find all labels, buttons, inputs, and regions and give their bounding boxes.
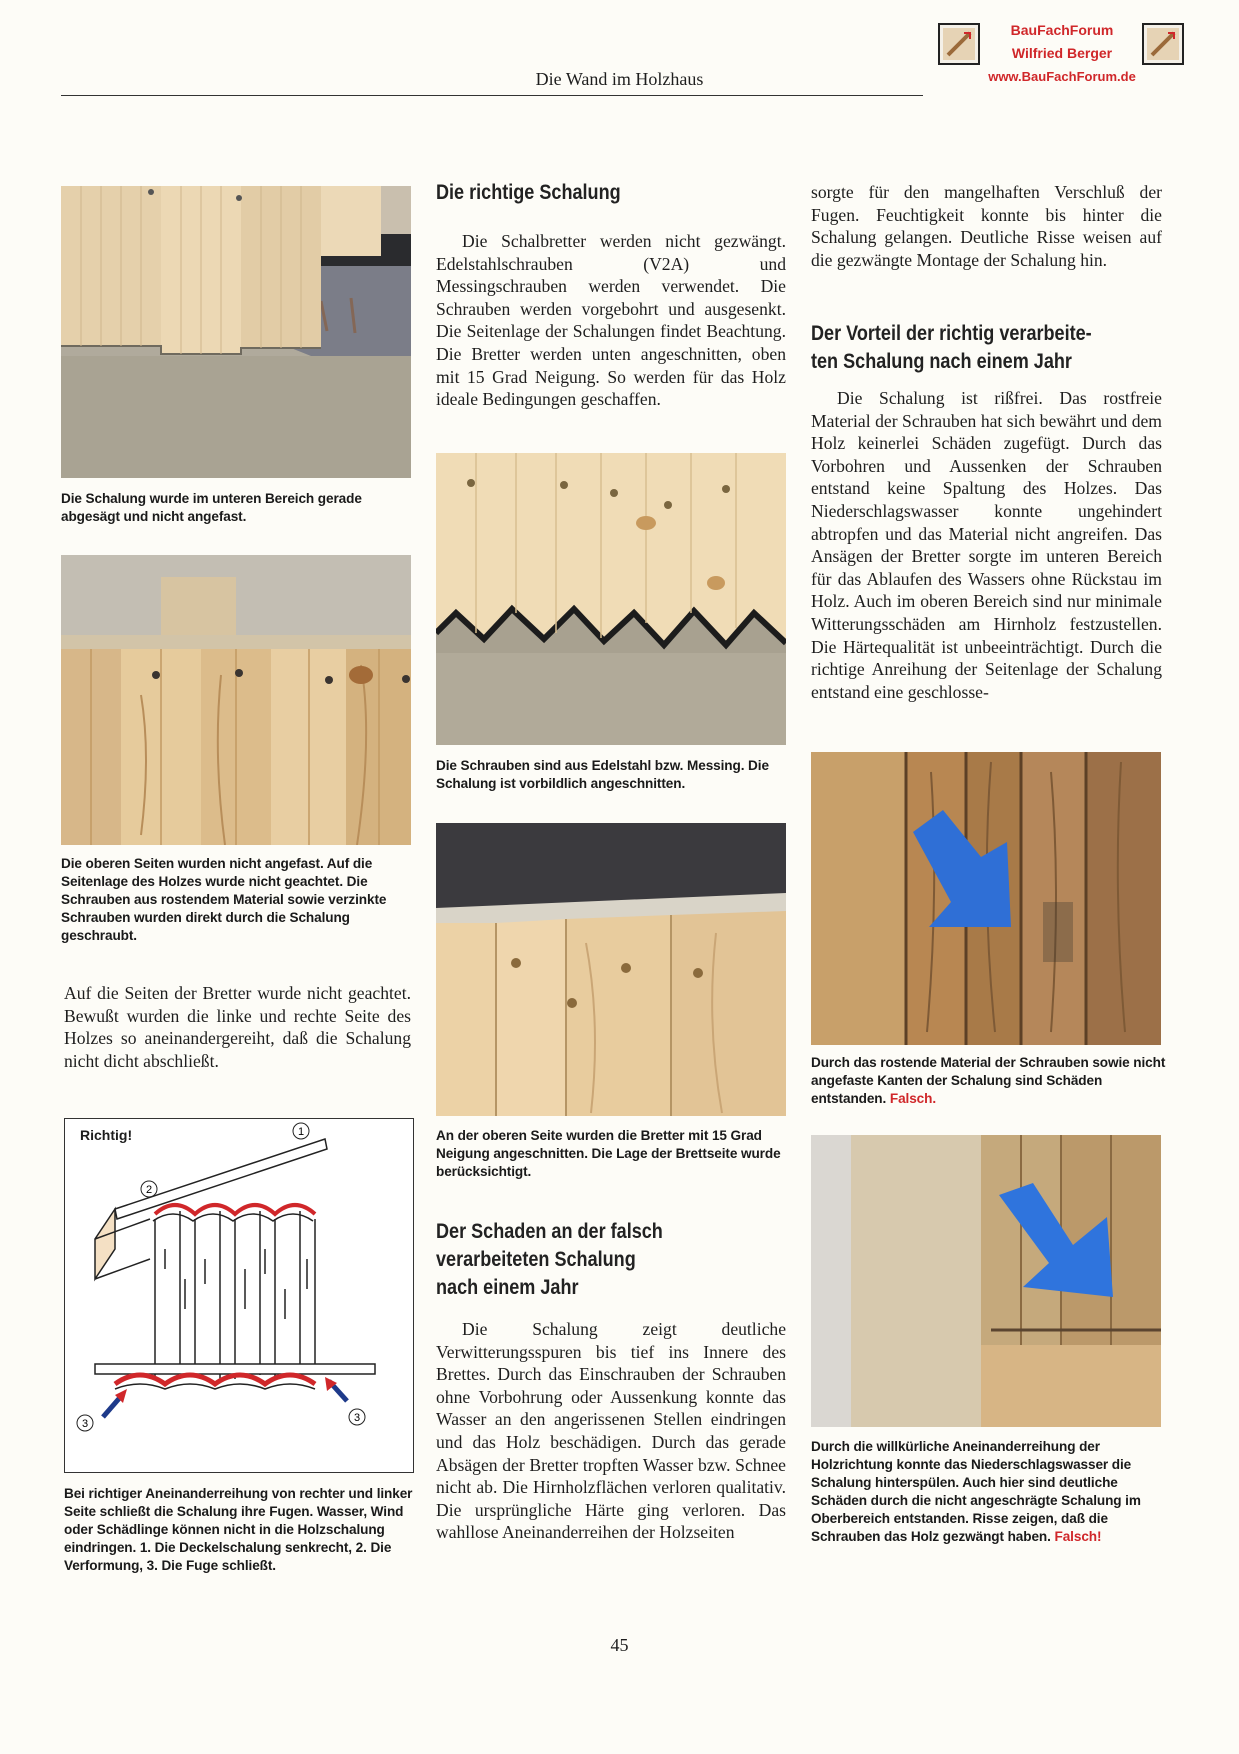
stamp-logo-left-icon <box>938 23 980 65</box>
page-header-title: Die Wand im Holzhaus <box>535 69 704 89</box>
photo-rusted-screws-damage <box>811 752 1161 1045</box>
section3-body: Die Schalung ist rißfrei. Das rostfreie Material der Schrauben hat sich bewährt und dem Holz keinerlei Schäden zugefügt. Durch das Vorbohren und Aussenken der Schrauben entstand keine Spaltung des Holzes. Das Niederschlagswasser konnte ungehindert abtropfen und das Material nicht angreifen. Das Ansägen der Bretter sorgte im unteren Bereich für das Ablaufen des Wassers ohne Rückstau im Holz. Auch im oberen Bereich sind nur minimale Witterungsschäden am Hirnholz festzustellen. Die Härtequalität ist unbeeinträchtigt. Durch die richtige Anreihung der Seitenlage der Schalung entstand eine geschlosse- <box>811 388 1162 702</box>
section1-body: Die Schalbretter werden nicht gezwängt. Edelstahlschrauben (V2A) und Messingschrauben werden verwendet. Die Schrauben werden vorgebohrt und ausgesenkt. Die Seitenlage der Schalungen findet Beachtung. Die Bretter werden unten angeschnitten, oben mit 15 Grad Neigung. So werden für das Holz ideale Bedingungen geschaffen. <box>436 231 786 410</box>
caption-photo-5: Durch das rostende Material der Schrauben sowie nicht angefaste Kanten der Schalung sind Schäden entstanden. Falsch. <box>811 1055 1166 1106</box>
section-heading-schaden: Der Schaden an der falsch verarbeiteten Schalung nach einem Jahr <box>436 1220 663 1299</box>
photo-15-degree-top-cut <box>436 823 786 1116</box>
photo-straight-cut-siding <box>61 186 411 478</box>
right-top-body: sorgte für den mangelhaften Verschluß der Fugen. Feuchtigkeit konnte bis hinter die Schalung gelangen. Deutliche Risse weisen auf die gezwängte Montage der Schalung hin. <box>811 182 1162 270</box>
stamp-url: www.BauFachForum.de <box>988 69 1136 84</box>
header-rule <box>61 95 923 96</box>
section-heading-richtige-schalung: Die richtige Schalung <box>436 181 621 204</box>
watermark-stamp <box>934 20 1189 92</box>
caption-photo-4: An der oberen Seite wurden die Bretter mit 15 Grad Neigung angeschnitten. Die Lage der Brettseite wurde berücksichtigt. <box>436 1128 781 1179</box>
diagram-marker-3-left: 3 <box>81 1418 89 1430</box>
section-heading-vorteil: Der Vorteil der richtig verarbeite- ten Schalung nach einem Jahr <box>811 322 1092 373</box>
caption-photo-1: Die Schalung wurde im unteren Bereich gerade abgesägt und nicht angefast. <box>61 491 362 524</box>
stamp-logo-right-icon <box>1142 23 1184 65</box>
caption-photo-3: Die Schrauben sind aus Edelstahl bzw. Messing. Die Schalung ist vorbildlich angeschnitten. <box>436 758 769 791</box>
diagram-correct-siding <box>64 1118 414 1473</box>
page-number: 45 <box>610 1635 629 1655</box>
caption-diagram: Bei richtiger Aneinanderreihung von rechter und linker Seite schließt die Schalung ihre Fugen. Wasser, Wind oder Schädlinge können nicht in die Holzschalung eindringen. 1. Die Deckelschalung senkrecht, 2. Die Verformung, 3. Die Fuge schließt. <box>64 1486 413 1573</box>
section2-body: Die Schalung zeigt deutliche Verwitterungsspuren bis tief ins Innere des Brettes. Durch das Einschrauben der Schrauben ohne Vorbohrung oder Aussenkung konnte das Wasser an den angerissenen Stellen eindringen und das Holz beschädigen. Durch das gerade Absägen der Bretter tropften Wasser bzw. Schnee nicht ab. Die Hirnholzflächen verloren qualitativ. Die ursprüngliche Härte ging verloren. Das wahllose Aneinanderreihen der Holzseiten <box>436 1319 786 1543</box>
photo-angled-cut-siding <box>436 453 786 745</box>
caption-photo-2: Die oberen Seiten wurden nicht angefast. Auf die Seitenlage des Holzes wurde nicht geachtet. Die Schrauben aus rostendem Material sowie verzinkte Schrauben wurden direkt durch die Schalung geschraubt. <box>61 856 387 943</box>
diagram-label: Richtig! <box>80 1127 133 1143</box>
photo-wrong-side-orientation <box>61 555 411 845</box>
photo-washed-out-siding <box>811 1135 1161 1427</box>
caption-photo-6: Durch die willkürliche Aneinanderreihung der Holzrichtung konnte das Niederschlagswasser die Schalung hinterspülen. Auch hier sind deutliche Schäden durch die nicht angeschrägte Schalung im Oberbereich entstanden. Risse zeigen, daß die Schrauben das Holz gezwängt haben. Falsch! <box>811 1439 1141 1544</box>
diagram-marker-1: 1 <box>297 1126 305 1138</box>
stamp-line1: BauFachForum <box>1010 22 1114 38</box>
diagram-marker-2: 2 <box>145 1184 153 1196</box>
stamp-line2: Wilfried Berger <box>1011 45 1113 61</box>
left-body-text: Auf die Seiten der Bretter wurde nicht geachtet. Bewußt wurden die linke und rechte Seite des Holzes so aneinandergereiht, daß die Schalung nicht dicht abschließt. <box>64 983 411 1071</box>
diagram-marker-3-right: 3 <box>353 1412 361 1424</box>
